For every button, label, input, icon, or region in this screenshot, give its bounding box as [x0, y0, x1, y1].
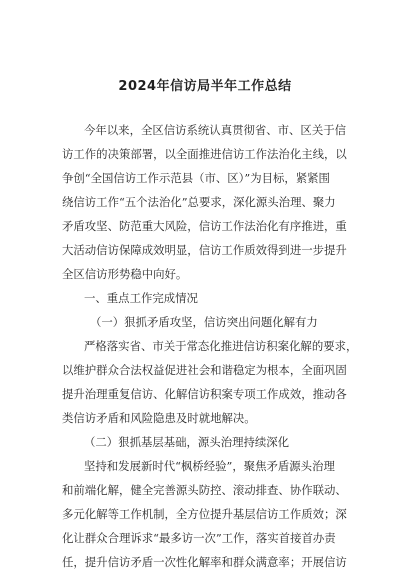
paragraph-line: 任，提升信访矛盾一次性化解率和群众满意率；开展信访: [62, 555, 347, 569]
paragraph-line: 以维护群众合法权益促进社会和谐稳定为根本，全面巩固: [62, 363, 347, 377]
paragraph-line: 今年以来，全区信访系统认真贯彻省、市、区关于信: [84, 123, 346, 137]
subsection-heading: （一）狠抓矛盾攻坚，信访突出问题化解有力: [90, 315, 318, 329]
section-heading: 一、重点工作完成情况: [84, 291, 198, 305]
subsection-heading: （二）狠抓基层基础，源头治理持续深化: [84, 435, 290, 449]
paragraph-line: 化让群众合理诉求“最多访一次”工作，落实首接首办责: [62, 531, 336, 545]
paragraph-line: 矛盾攻坚、防范重大风险，信访工作法治化有序推进，重: [62, 219, 347, 233]
paragraph-line: 大活动信访保障成效明显，信访工作质效得到进一步提升: [62, 243, 347, 257]
paragraph-line: 访工作的决策部署，以全面推进信访工作法治化主线，以: [62, 147, 347, 161]
paragraph-line: 全区信访形势稳中向好。: [62, 267, 188, 281]
paragraph-line: 争创“全国信访工作示范县（市、区）”为目标，紧紧围: [62, 171, 330, 185]
paragraph-line: 严格落实省、市关于常态化推进信访积案化解的要求，: [84, 339, 358, 353]
paragraph-line: 类信访矛盾和风险隐患及时就地解决。: [62, 411, 256, 425]
document-title: 2024年信访局半年工作总结: [118, 79, 292, 94]
paragraph-line: 提升治理重复信访、化解信访积案专项工作成效，推动各: [62, 387, 347, 401]
document-body: [62, 118, 358, 574]
paragraph-line: 绕信访工作“五个法治化”总要求，深化源头治理、聚力: [62, 195, 336, 209]
paragraph-line: 多元化解等工作机制，全方位提升基层信访工作质效；深: [62, 507, 347, 521]
paragraph-line: 坚持和发展新时代“枫桥经验”，聚焦矛盾源头治理: [84, 459, 335, 473]
paragraph-line: 和前端化解，健全完善源头防控、滚动排查、协作联动、: [62, 483, 347, 497]
